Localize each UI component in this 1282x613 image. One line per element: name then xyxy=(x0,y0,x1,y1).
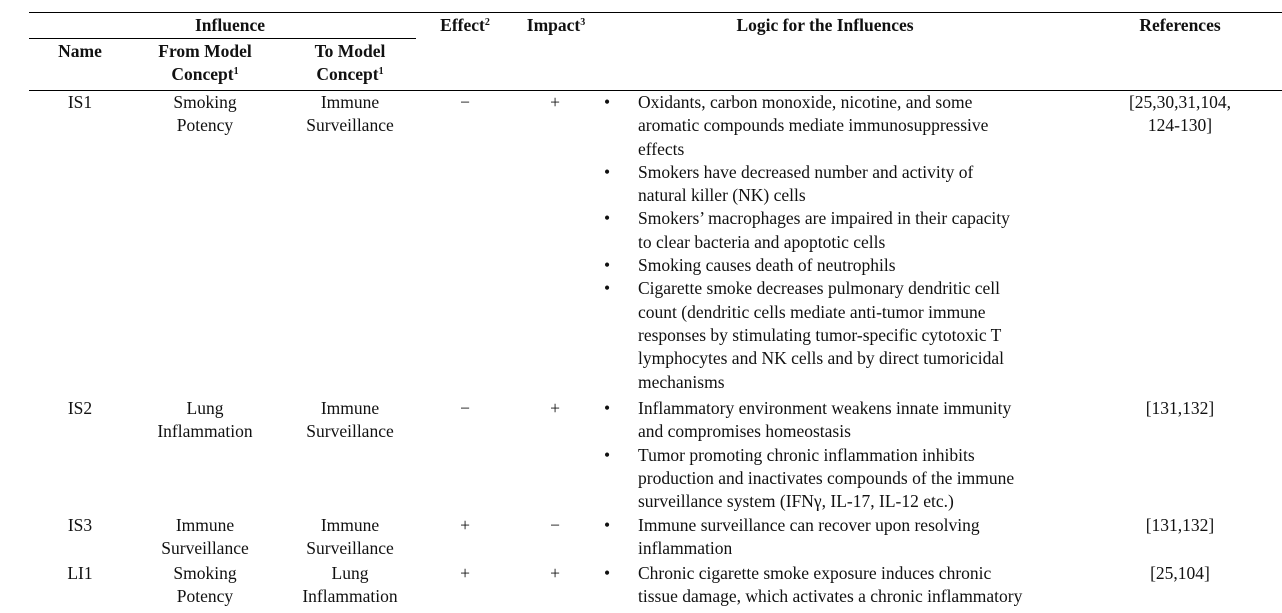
row-logic-list xyxy=(598,91,1108,394)
list-item: • Inflammatory environment weakens innate immunity and compromises homeostasis xyxy=(604,398,1012,442)
header-name: Name xyxy=(58,41,102,61)
list-item: • Smokers have decreased number and activity of natural killer (NK) cells xyxy=(604,161,974,206)
header-from-line1: From Model xyxy=(158,41,252,61)
row-references: [25,30,31,104, 124-130] xyxy=(1128,92,1232,136)
list-item: • Oxidants, carbon monoxide, nicotine, and some aromatic compounds mediate immunosuppressive effects xyxy=(604,92,989,159)
row-references: [25,104] xyxy=(1150,563,1210,583)
table-rule-influence-underline xyxy=(29,38,416,39)
row-from-concept: Smoking Potency xyxy=(173,563,237,607)
header-logic: Logic for the Influences xyxy=(736,15,914,35)
row-to-concept: Immune Surveillance xyxy=(306,92,394,136)
list-item: • Cigarette smoke decreases pulmonary dendritic cell count (dendritic cells mediate anti-tumor immune responses by stimulating tumor-specific cytotoxic T lymphocytes and NK cells and by direct tumoricidal mechanisms xyxy=(604,278,1004,392)
row-impact: + xyxy=(550,92,560,112)
row-name: IS3 xyxy=(67,515,93,535)
header-impact: Impact$^3$ xyxy=(526,15,586,35)
row-name: IS1 xyxy=(67,92,93,112)
row-to-concept: Immune Surveillance xyxy=(306,398,394,442)
row-logic-list xyxy=(598,514,1108,561)
row-from-concept: Lung Inflammation xyxy=(157,398,253,442)
list-item: • Smokers’ macrophages are impaired in their capacity to clear bacteria and apoptotic cells xyxy=(604,208,1010,252)
list-item: • Immune surveillance can recover upon resolving inflammation xyxy=(604,515,980,559)
row-effect: − xyxy=(460,92,470,112)
row-impact: + xyxy=(550,398,560,418)
row-from-concept: Immune Surveillance xyxy=(161,515,249,559)
row-name: IS2 xyxy=(67,398,93,418)
row-name: LI1 xyxy=(67,563,93,583)
header-influence: Influence xyxy=(195,15,265,35)
header-to-line1: To Model xyxy=(314,41,386,61)
header-from-concept xyxy=(135,40,275,87)
row-impact: − xyxy=(550,515,560,535)
header-to-concept xyxy=(280,40,420,87)
row-to-concept: Immune Surveillance xyxy=(306,515,394,559)
list-item: • Chronic cigarette smoke exposure induces chronic tissue damage, which activates a chronic inflammatory xyxy=(604,563,1023,607)
row-from-concept: Smoking Potency xyxy=(173,92,237,136)
row-logic-list xyxy=(598,397,1108,513)
row-references: [131,132] xyxy=(1145,398,1215,418)
list-item: • Tumor promoting chronic inflammation inhibits production and inactivates compounds of the immune surveillance system (IFNγ, IL-17, IL-12 etc.) xyxy=(604,444,1015,512)
header-to-line2: Concept$^1$ xyxy=(316,64,384,85)
row-effect: + xyxy=(460,515,470,535)
header-references: References xyxy=(1139,15,1221,35)
row-effect: + xyxy=(460,563,470,583)
header-effect: Effect$^2$ xyxy=(440,15,490,35)
row-references: [131,132] xyxy=(1145,515,1215,535)
header-from-line2: Concept$^1$ xyxy=(171,64,239,85)
row-to-concept: Lung Inflammation xyxy=(302,563,398,607)
row-effect: − xyxy=(460,398,470,418)
row-logic-list xyxy=(598,562,1108,609)
list-item: • Smoking causes death of neutrophils xyxy=(604,255,896,276)
row-impact: + xyxy=(550,563,560,583)
